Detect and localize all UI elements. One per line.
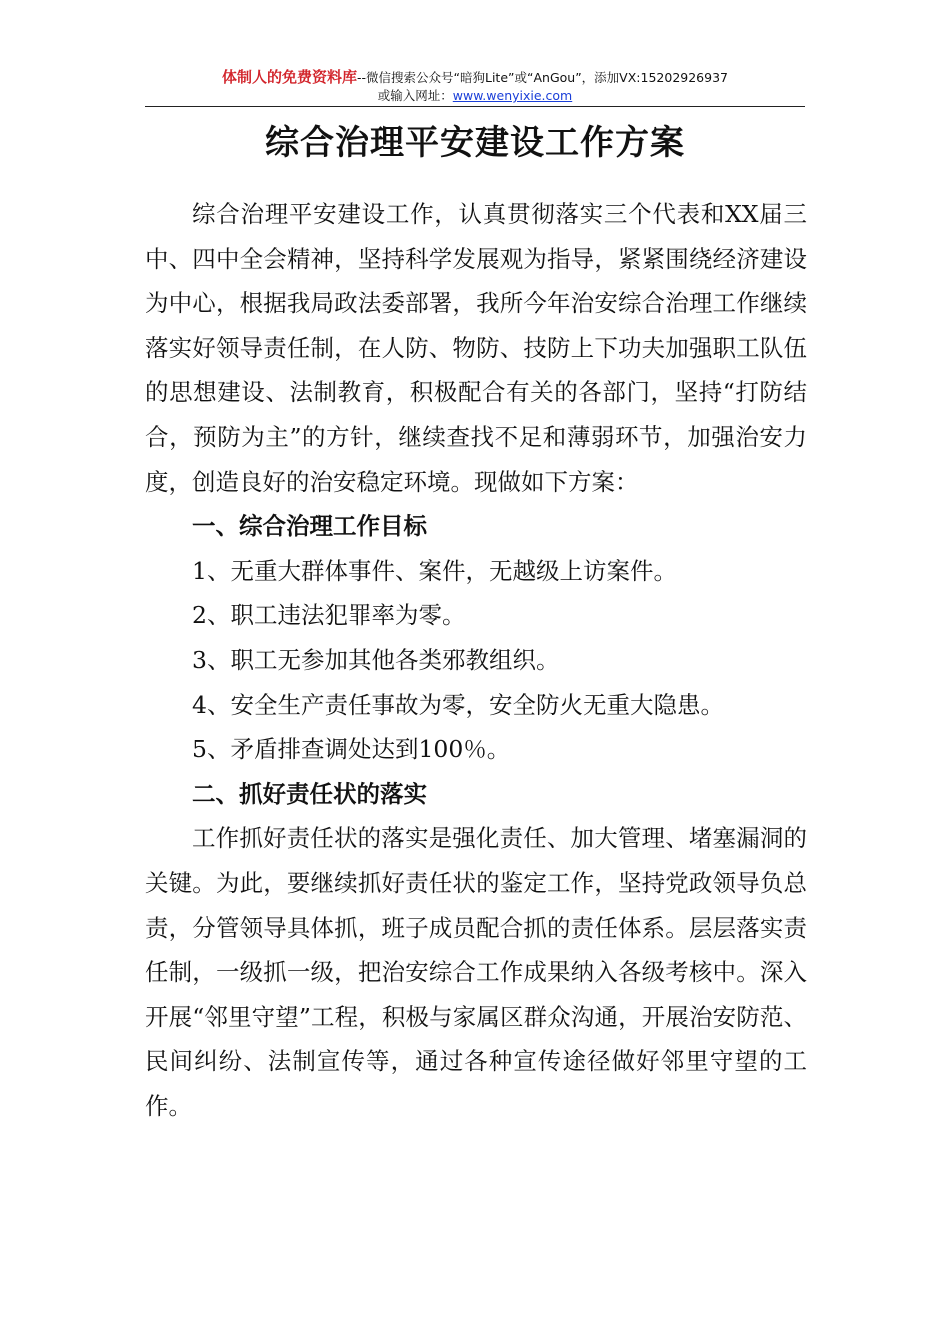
header-line-1 xyxy=(145,68,805,87)
section-2-paragraph: 工作抓好责任状的落实是强化责任、加大管理、堵塞漏洞的关键。为此，要继续抓好责任状的鉴定工作，坚持党政领导负总责，分管领导具体抓，班子成员配合抓的责任体系。层层落实责任制，一级抓一级，把治安综合工作成果纳入各级考核中。深入开展“邻里守望”工程，积极与家属区群众沟通，开展治安防范、民间纠纷、法制宣传等，通过各种宣传途径做好邻里守望的工作。 xyxy=(145,824,807,1120)
header-divider xyxy=(145,106,805,107)
list-item: 4、安全生产责任事故为零，安全防火无重大隐患。 xyxy=(192,690,724,719)
section-1-heading: 一、综合治理工作目标 xyxy=(192,512,427,541)
page-header xyxy=(145,68,805,105)
header-url-link[interactable]: www.wenyixie.com xyxy=(452,88,573,103)
list-item: 5、矛盾排查调处达到100％。 xyxy=(192,735,511,764)
list-item: 3、职工无参加其他各类邪教组织。 xyxy=(192,645,560,674)
header-line-2 xyxy=(145,87,805,105)
header-info: --微信搜索公众号“暗狗Lite”或“AnGou”，添加VX:15202926937 xyxy=(357,70,728,85)
header-url-prefix: 或输入网址： xyxy=(377,88,453,103)
list-item: 1、无重大群体事件、案件，无越级上访案件。 xyxy=(192,556,677,585)
document-body xyxy=(145,192,807,1128)
list-item: 2、职工违法犯罪率为零。 xyxy=(192,601,466,630)
header-brand: 体制人的免费资料库 xyxy=(221,68,357,86)
intro-paragraph: 综合治理平安建设工作，认真贯彻落实三个代表和XX届三中、四中全会精神，坚持科学发展观为指导，紧紧围绕经济建设为中心，根据我局政法委部署，我所今年治安综合治理工作继续落实好领导责任制，在人防、物防、技防上下功夫加强职工队伍的思想建设、法制教育，积极配合有关的各部门，坚持“打防结合，预防为主”的方针，继续查找不足和薄弱环节，加强治安力度，创造良好的治安稳定环境。现做如下方案： xyxy=(145,200,807,496)
section-2-heading: 二、抓好责任状的落实 xyxy=(192,779,427,808)
document-title: 综合治理平安建设工作方案 xyxy=(265,123,685,163)
